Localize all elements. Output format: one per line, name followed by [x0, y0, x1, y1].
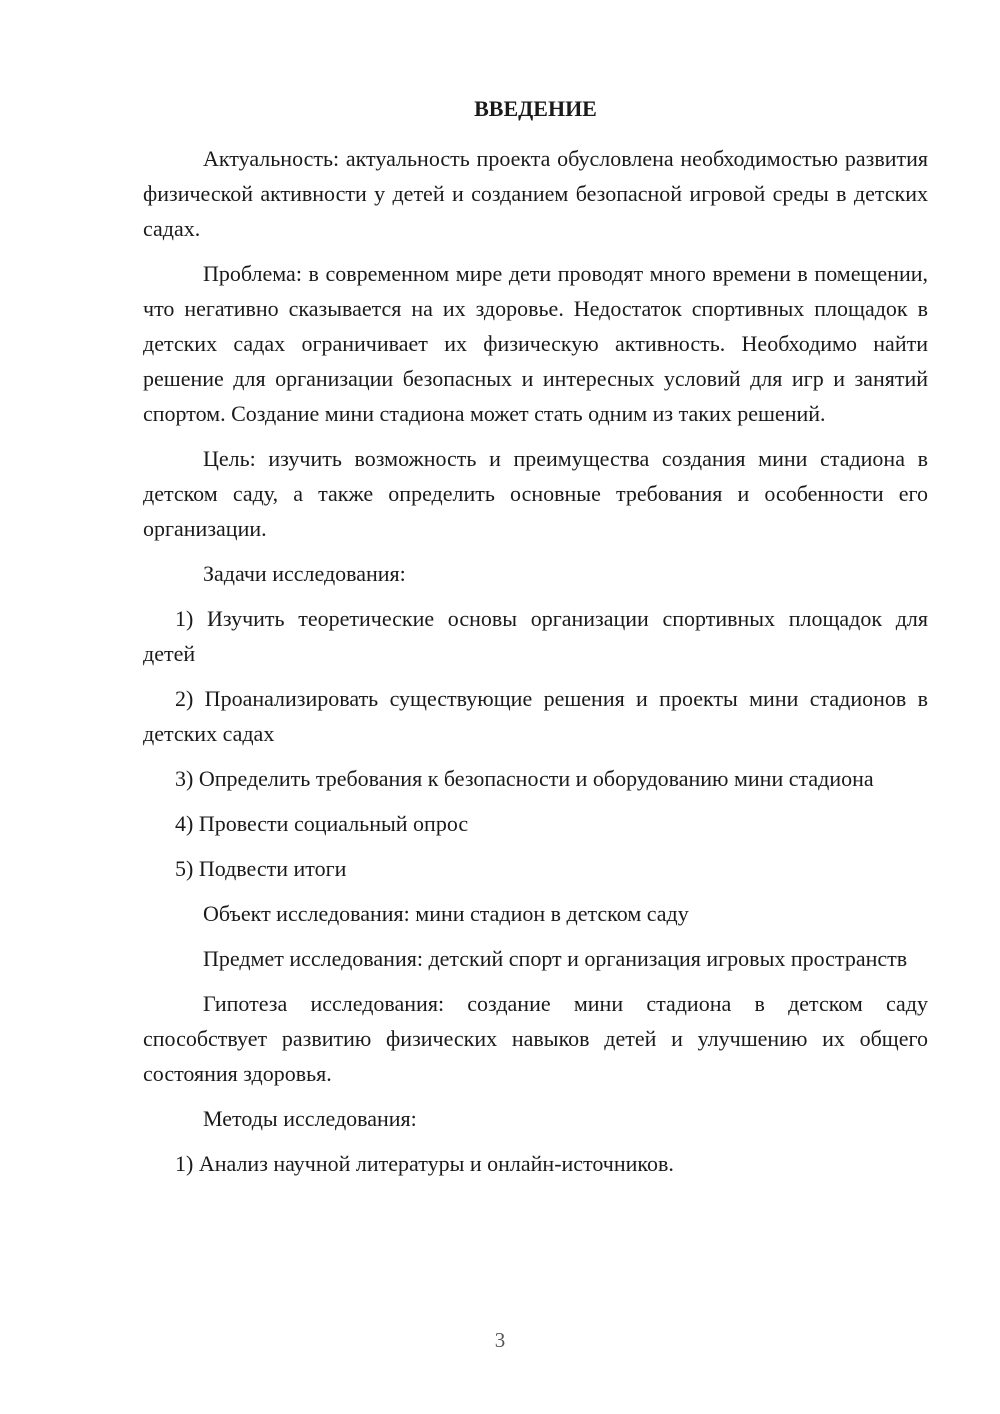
task-item-2: 2) Проанализировать существующие решения и проекты мини стадионов в детских садах: [143, 686, 928, 746]
document-page: [143, 94, 928, 1191]
task-item-5: 5) Подвести итоги: [175, 856, 347, 881]
tasks-heading: Задачи исследования:: [203, 561, 406, 586]
paragraph-object: Объект исследования: мини стадион в детском саду: [203, 901, 689, 926]
page-number: 3: [494, 1328, 506, 1352]
task-item-3: 3) Определить требования к безопасности и оборудованию мини стадиона: [175, 766, 874, 791]
paragraph-problem: Проблема: в современном мире дети проводят много времени в помещении, что негативно сказывается на их здоровье. Недостаток спортивных площадок в детских садах ограничивает их физическую активность. Необходимо найти решение для организации безопасных и интересных условий для игр и занятий спортом. Создание мини стадиона может стать одним из таких решений.: [143, 261, 928, 426]
task-item-4: 4) Провести социальный опрос: [175, 811, 469, 836]
task-item-1: 1) Изучить теоретические основы организации спортивных площадок для детей: [143, 606, 928, 666]
paragraph-subject: Предмет исследования: детский спорт и организация игровых пространств: [203, 946, 908, 971]
method-item-1: 1) Анализ научной литературы и онлайн-источников.: [175, 1151, 674, 1176]
methods-heading: Методы исследования:: [203, 1106, 417, 1131]
paragraph-actuality: Актуальность: актуальность проекта обусловлена необходимостью развития физической активности у детей и созданием безопасной игровой среды в детских садах.: [143, 146, 928, 241]
section-title: ВВЕДЕНИЕ: [474, 96, 597, 121]
paragraph-hypothesis: Гипотеза исследования: создание мини стадиона в детском саду способствует развитию физических навыков детей и улучшению их общего состояния здоровья.: [143, 991, 928, 1086]
paragraph-goal: Цель: изучить возможность и преимущества создания мини стадиона в детском саду, а также определить основные требования и особенности его организации.: [143, 446, 928, 541]
